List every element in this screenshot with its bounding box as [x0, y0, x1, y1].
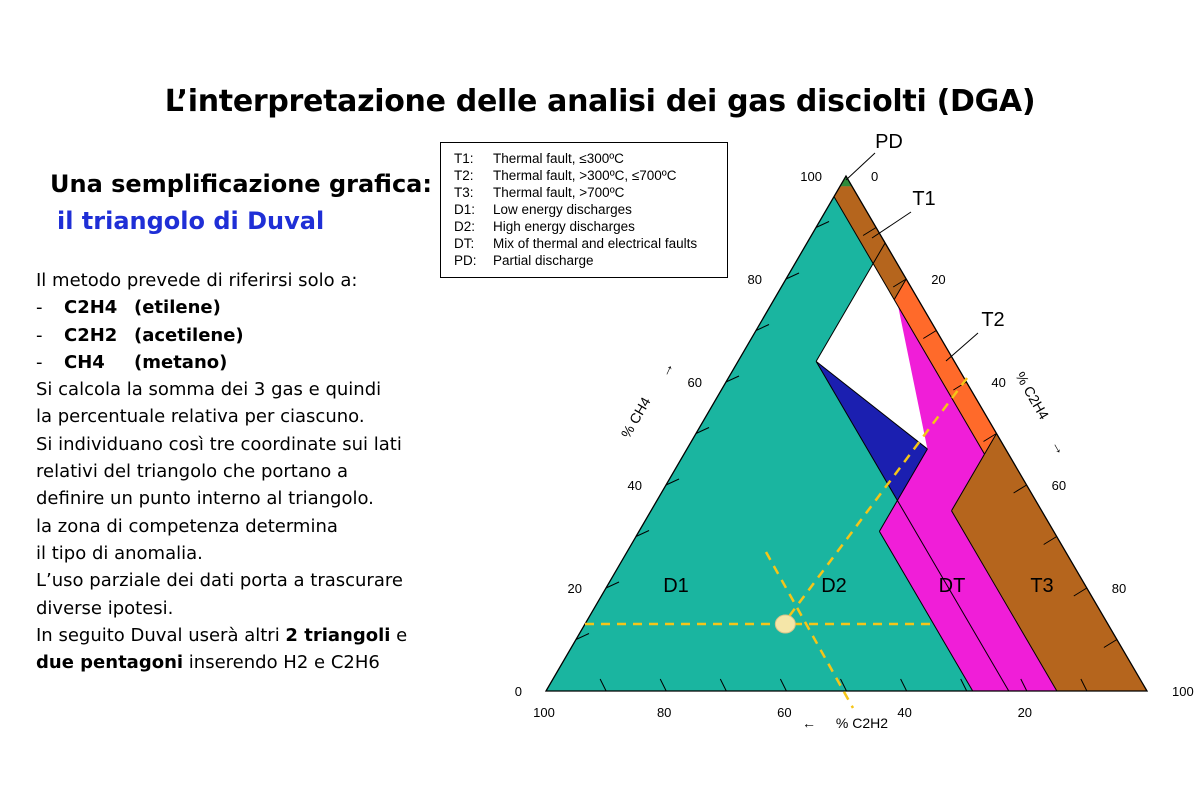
- legend-box: [440, 142, 728, 278]
- intro-line: Il metodo prevede di riferirsi solo a:: [36, 270, 358, 291]
- gas-item: - C2H2 (acetilene): [36, 324, 244, 346]
- text-line: Si calcola la somma dei 3 gas e quindi: [36, 379, 382, 401]
- zone-pd-top: [840, 176, 852, 186]
- zone-label-t1: T1: [912, 188, 936, 210]
- text-line: definire un punto interno al triangolo.: [36, 488, 374, 510]
- ch4-tick-label: 40: [627, 478, 642, 493]
- text-line: relativi del triangolo che portano a: [36, 461, 349, 483]
- ch4-tick-label: 100: [800, 169, 822, 184]
- ch4-tick-label: 0: [514, 684, 522, 699]
- section-subtitle-highlight: il triangolo di Duval: [57, 207, 325, 235]
- ch4-tick-label: 80: [747, 272, 762, 287]
- legend-item: T2: Thermal fault, >300ºC, ≤700ºC: [454, 168, 677, 183]
- text-line: Si individuano così tre coordinate sui lati: [36, 433, 402, 455]
- zone-label-leader: [872, 212, 911, 238]
- c2h2-axis-arrow: ←: [802, 715, 816, 731]
- text-line: diverse ipotesi.: [36, 597, 174, 619]
- c2h4-tick-label: 40: [991, 375, 1006, 390]
- text-line: la percentuale relativa per ciascuno.: [36, 406, 365, 428]
- legend-item: T3: Thermal fault, >700ºC: [454, 185, 625, 200]
- ch4-tick-label: 60: [687, 375, 702, 390]
- text-line: la zona di competenza determina: [36, 515, 338, 537]
- zone-label-pd: PD: [875, 131, 903, 153]
- gas-item: - C2H4 (etilene): [36, 297, 221, 319]
- legend-item: DT: Mix of thermal and electrical faults: [454, 236, 698, 251]
- c2h2-tick-label: 40: [897, 705, 912, 720]
- legend-item: T1: Thermal fault, ≤300ºC: [454, 151, 624, 166]
- zone-label-d2: D2: [821, 575, 847, 597]
- c2h4-tick-label: 0: [871, 169, 879, 184]
- c2h4-axis-arrow: ↓: [1049, 438, 1065, 458]
- zone-label-d1: D1: [663, 575, 689, 597]
- c2h2-tick-label: 20: [1017, 705, 1033, 720]
- c2h2-tick-label: 60: [777, 705, 792, 720]
- zone-label-t3: T3: [1030, 575, 1054, 597]
- text-line: due pentagoni inserendo H2 e C2H6: [36, 652, 380, 674]
- text-line: il tipo di anomalia.: [36, 542, 203, 564]
- example-point: [775, 615, 795, 633]
- ch4-tick-label: 20: [567, 581, 582, 596]
- legend-item: D2: High energy discharges: [454, 219, 635, 234]
- c2h4-tick-label: 100: [1172, 684, 1194, 699]
- c2h4-tick-label: 20: [931, 272, 946, 287]
- zone-label-dt: DT: [938, 575, 966, 597]
- page-title: L’interpretazione delle analisi dei gas disciolti (DGA): [164, 84, 1036, 119]
- c2h2-tick-label: 100: [533, 705, 555, 720]
- ch4-axis-arrow: ↑: [661, 360, 676, 380]
- text-line: L’uso parziale dei dati porta a trascurare: [36, 570, 403, 592]
- legend-item: PD: Partial discharge: [454, 253, 594, 268]
- c2h4-tick-label: 60: [1051, 478, 1067, 493]
- c2h2-tick-label: 80: [656, 705, 672, 720]
- c2h4-tick-label: 80: [1111, 581, 1127, 596]
- gas-item: - CH4 (metano): [36, 351, 228, 373]
- section-subtitle: Una semplificazione grafica:: [50, 170, 432, 198]
- legend-item: D1: Low energy discharges: [454, 202, 632, 217]
- ch4-axis-title: % CH4: [617, 394, 654, 441]
- c2h2-axis-title: % C2H2: [835, 715, 889, 731]
- text-line: In seguito Duval userà altri 2 triangoli e: [36, 624, 408, 646]
- c2h4-axis-title: % C2H4: [1012, 368, 1053, 423]
- zone-label-leader: [946, 333, 978, 361]
- zone-label-t2: T2: [981, 309, 1005, 331]
